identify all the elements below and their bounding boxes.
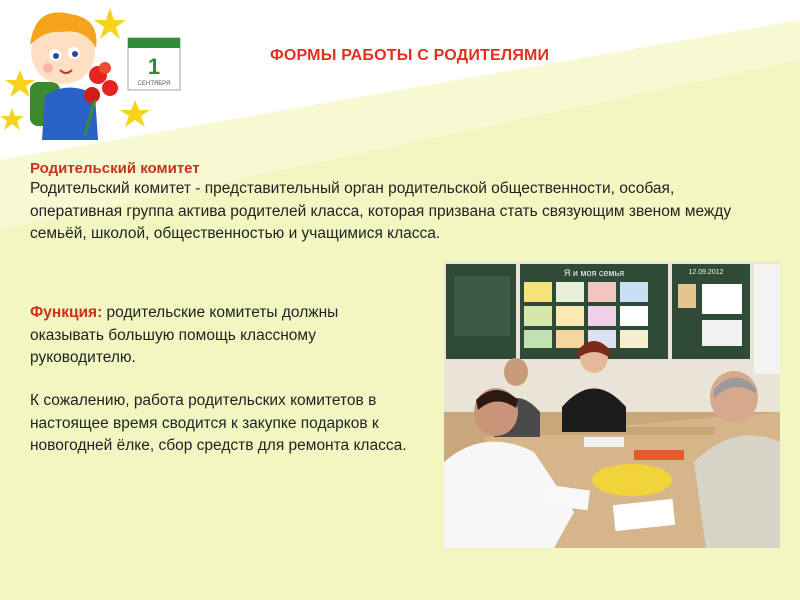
regret-paragraph: К сожалению, работа родительских комитетов в настоящее время сводится к закупке подарков к новогодней ёлке, сбор средств для ремонта класса. (30, 392, 407, 454)
calendar-day: 1 (147, 54, 161, 79)
schoolboy-clipart (0, 0, 190, 150)
star-icon (0, 108, 24, 130)
parent-meeting-photo (444, 262, 780, 548)
star-icon (94, 8, 126, 39)
function-text: родительские комитеты должны оказывать большую помощь классному руководителю. (30, 304, 339, 366)
star-icon (120, 100, 150, 127)
board-title: Я и моя семья (563, 268, 625, 278)
calendar-month: СЕНТЯБРЯ (137, 81, 171, 87)
section-title: Родительский комитет (30, 160, 200, 177)
function-paragraph (30, 302, 410, 370)
slide-title: ФОРМЫ РАБОТЫ С РОДИТЕЛЯМИ (270, 47, 550, 64)
function-label: Функция: (30, 304, 103, 321)
board-date: 12.09.2012 (688, 269, 724, 276)
definition-paragraph: Родительский комитет - представительный орган родительской общественности, особая, оперативная группа актива родителей класса, которая призвана стать связующим звеном между семьёй, школой, общественностью и учащимися класса. (30, 180, 732, 242)
